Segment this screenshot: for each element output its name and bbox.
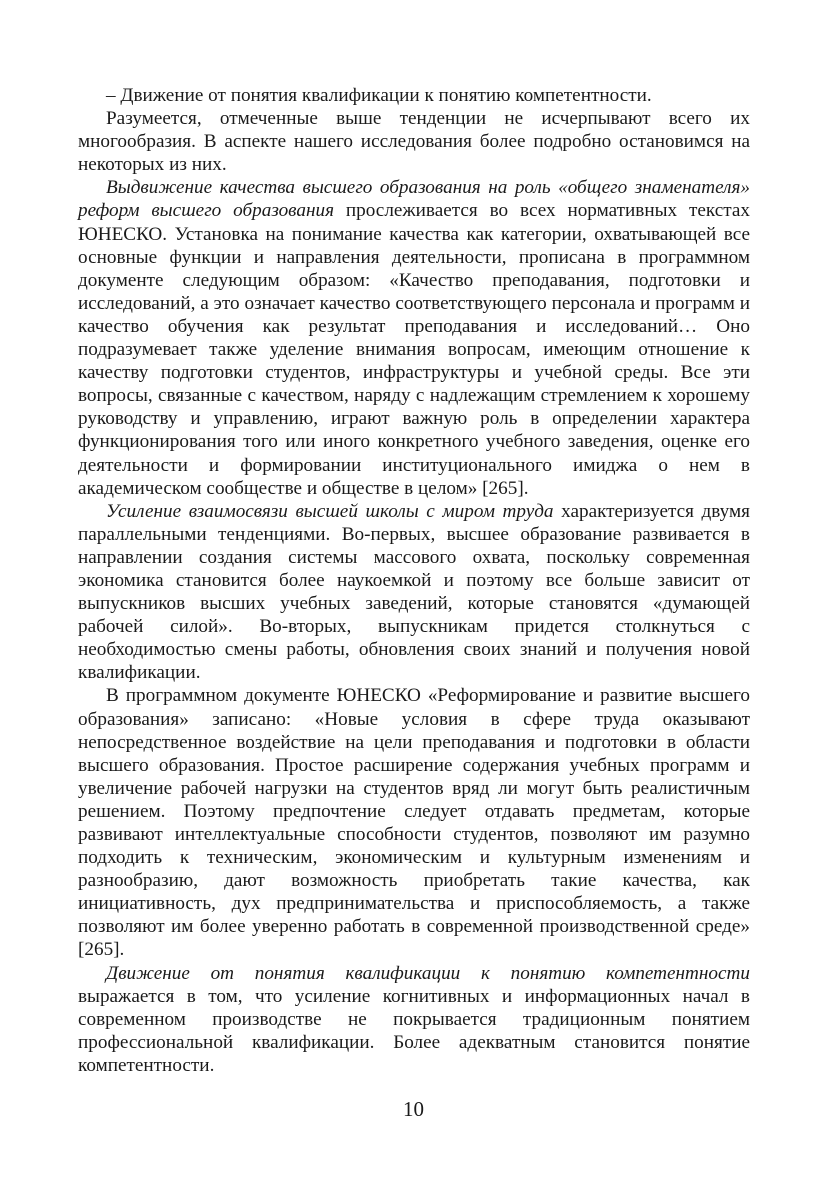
paragraph-quality-text: прослеживается во всех нормативных текстах ЮНЕСКО. Установка на понимание качества как категории, охватывающей все основные функции и направления деятельности, прописана в программном документе следующим образом: «Качество преподавания, подготовки и исследований, а это означает качество соответствующего персонала и программ и качество обучения как результат преподавания и исследований… Оно подразумевает также уделение внимания вопросам, имеющим отношение к качеству подготовки студентов, инфраструктуры и учебной среды. Все эти вопросы, связанные с качеством, наряду с надлежащим стремлением к хорошему руководству и управлению, играют важную роль в определении характера функционирования того или иного конкретного учебного заведения, оценке его деятельности и формировании институционального имиджа о нем в академическом сообществе и обществе в целом» [265]. — [78, 200, 750, 499]
italic-term-labor: Усиление взаимосвязи высшей школы с миром труда — [106, 500, 554, 522]
paragraph-labor — [78, 500, 750, 685]
paragraph-unesco-quote: В программном документе ЮНЕСКО «Реформирование и развитие высшего образования» записано: «Новые условия в сфере труда оказывают непосредственное воздействие на цели преподавания и подготовки в области высшего образования. Простое расширение содержания учебных программ и увеличение рабочей нагрузки на студентов вряд ли могут быть реалистичным решением. Поэтому предпочтение следует отдавать предметам, которые развивают интеллектуальные способности студентов, позволяют им разумно подходить к техническим, экономическим и культурным изменениям и разнообразию, дают возможность приобретать такие качества, как инициативность, дух предпринимательства и приспособляемость, а также позволяют им более уверенно работать в современной производственной среде» [265]. — [78, 685, 750, 961]
paragraph-labor-text: характеризуется двумя параллельными тенденциями. Во-первых, высшее образование развивается в направлении создания системы массового охвата, поскольку современная экономика становится более наукоемкой и поэтому все больше зависит от выпускников высших учебных заведений, которые становятся «думающей рабочей силой». Во-вторых, выпускникам придется столкнуться с необходимостью смены работы, обновления своих знаний и получения новой квалификации. — [78, 500, 750, 684]
paragraph-intro: Разумеется, отмеченные выше тенденции не исчерпывают всего их многообразия. В аспекте нашего исследования более подробно остановимся на некоторых из них. — [78, 108, 750, 176]
paragraph-competence — [78, 962, 750, 1077]
page-number: 10 — [403, 1097, 424, 1121]
italic-term-competence: Движение от понятия квалификации к понятию компетентности — [106, 962, 750, 984]
paragraph-list-item: – Движение от понятия квалификации к понятию компетентности. — [106, 85, 652, 106]
paragraph-quality — [78, 176, 750, 499]
paragraph-competence-text: выражается в том, что усиление когнитивных и информационных начал в современном производстве не покрывается традиционным понятием профессиональной квалификации. Более адекватным становится понятие компетентности. — [78, 985, 750, 1076]
document-body — [78, 84, 750, 1077]
italic-term-quality: Выдвижение качества высшего образования на роль «общего знаменателя» реформ высшего образования — [78, 177, 750, 222]
